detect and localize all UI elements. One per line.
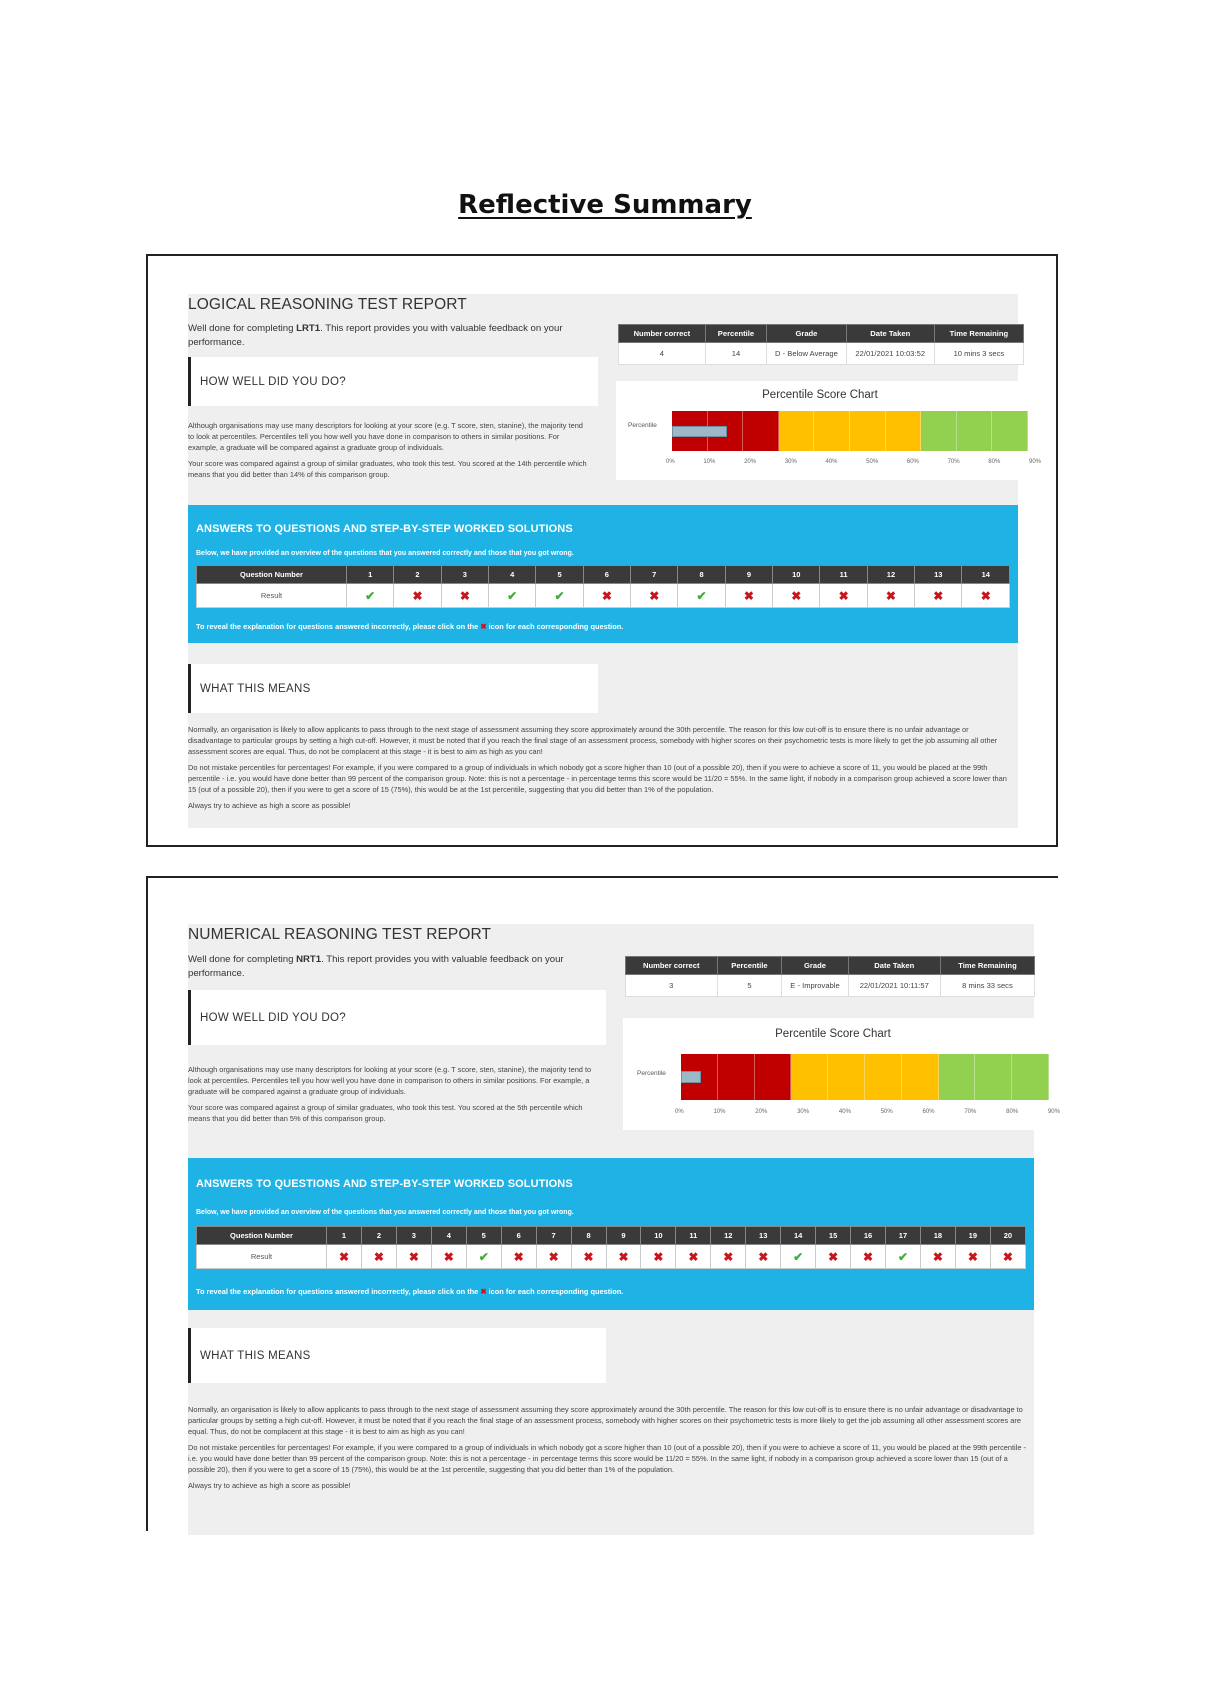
incorrect-cross-icon[interactable]: ✖ [394, 584, 441, 608]
correct-check-icon: ✔ [886, 1245, 921, 1269]
x-tick-label: 10% [703, 459, 716, 465]
x-tick-label: 50% [880, 1109, 893, 1115]
incorrect-cross-icon[interactable]: ✖ [327, 1245, 362, 1269]
percentile-band-segment [921, 411, 957, 451]
percentile-band-segment [828, 1054, 865, 1100]
stats-header-cell: Time Remaining [934, 325, 1023, 343]
correct-check-icon: ✔ [466, 1245, 501, 1269]
how-well-paragraph: Your score was compared against a group of similar graduates, who took this test. You scored at the 5th percentile which means that you did better than 5% of this comparison group. [188, 1103, 583, 1123]
x-tick-label: 60% [906, 459, 919, 465]
x-tick-label: 20% [744, 459, 757, 465]
incorrect-cross-icon[interactable]: ✖ [962, 584, 1010, 608]
question-number: 16 [851, 1227, 886, 1245]
incorrect-cross-icon[interactable]: ✖ [676, 1245, 711, 1269]
stats-value-cell: 22/01/2021 10:03:52 [846, 343, 934, 365]
stats-header-cell: Date Taken [848, 957, 940, 975]
question-number: 5 [536, 566, 583, 584]
stats-value-cell: 3 [626, 975, 718, 997]
x-tick-label: 70% [947, 459, 960, 465]
correct-check-icon: ✔ [489, 584, 536, 608]
means-paragraph: Normally, an organisation is likely to allow applicants to pass through to the next stage of assessment assuming they score approximately around the 30th percentile. The reason for this low cut-off is to ensure there is no unfair advantage or disadvantage to particular groups by setting a high cut-off. However, it must be noted that if you reach the final stage of an assessment process, somebody with higher scores on their psychometric tests is more likely to get the job assuming all other assessment scores are equal. Thus, do not be complacent at this stage - it is best to aim as high as you can! [188, 725, 998, 756]
logical-report-screenshot [146, 254, 1058, 847]
answers-panel [188, 1158, 1034, 1310]
stats-header-cell: Number correct [626, 957, 718, 975]
incorrect-cross-icon[interactable]: ✖ [396, 1245, 431, 1269]
question-number: 20 [990, 1227, 1025, 1245]
question-number: 11 [676, 1227, 711, 1245]
report-intro: Well done for completing NRT1. This report provides you with valuable feedback on your performance. [188, 954, 564, 979]
question-number: 11 [820, 566, 867, 584]
percentile-band-segment [975, 1054, 1012, 1100]
incorrect-cross-icon[interactable]: ✖ [725, 584, 772, 608]
question-number: 18 [920, 1227, 955, 1245]
means-paragraph: Do not mistake percentiles for percentages! For example, if you were compared to a group of individuals in which nobody got a score higher than 10 (out of a possible 20), then if you were to achieve a score of 11, you would be placed at the 99th percentile - i.e. you would have done better than 99 percent of the comparison group. Note: this is not a percentage - in percentage terms this score would be 11/20 = 55%. In the same light, if nobody in a comparison group achieved a score lower than 15 (out of a possible 20), then if you were to get a score of 15 (75%), this would be at the 1st percentile, suggesting that you did better than 1% of the population. [188, 763, 1007, 794]
correct-check-icon: ✔ [347, 584, 394, 608]
how-well-paragraph: Although organisations may use many descriptors for looking at your score (e.g. T score, sten, stanine), the majority tend to look at percentiles. Percentiles tell you how well you have done in comparison to others in similar positions. For example, a graduate will be compared against a graduate group of individuals. [188, 421, 583, 452]
answers-title: ANSWERS TO QUESTIONS AND STEP-BY-STEP WORKED SOLUTIONS [196, 1178, 573, 1190]
question-number: 13 [915, 566, 962, 584]
correct-check-icon: ✔ [536, 584, 583, 608]
x-tick-label: 90% [1028, 459, 1041, 465]
question-number: 7 [536, 1227, 571, 1245]
percentile-band-segment [865, 1054, 902, 1100]
question-number: 5 [466, 1227, 501, 1245]
means-paragraph: Always try to achieve as high a score as possible! [188, 801, 351, 810]
incorrect-cross-icon[interactable]: ✖ [955, 1245, 990, 1269]
stats-header-cell: Percentile [705, 325, 766, 343]
question-number: 4 [489, 566, 536, 584]
percentile-band-segment [939, 1054, 976, 1100]
incorrect-cross-icon[interactable]: ✖ [571, 1245, 606, 1269]
incorrect-cross-icon[interactable]: ✖ [431, 1245, 466, 1269]
question-number: 13 [746, 1227, 781, 1245]
question-number: 6 [501, 1227, 536, 1245]
percentile-band-segment [779, 411, 815, 451]
x-tick-label: 80% [1006, 1109, 1019, 1115]
stats-value-cell: 5 [717, 975, 782, 997]
answers-panel [188, 505, 1018, 643]
incorrect-cross-icon[interactable]: ✖ [746, 1245, 781, 1269]
x-tick-label: 30% [797, 1109, 810, 1115]
cross-icon: ✖ [480, 622, 487, 631]
question-number: 10 [773, 566, 820, 584]
question-results-table [196, 565, 1010, 608]
x-tick-label: 30% [784, 459, 797, 465]
incorrect-cross-icon[interactable]: ✖ [816, 1245, 851, 1269]
x-tick-label: 0% [666, 459, 675, 465]
question-number: 8 [678, 566, 725, 584]
stats-header-cell: Grade [767, 325, 847, 343]
stats-header-cell: Percentile [717, 957, 782, 975]
reveal-instructions: To reveal the explanation for questions answered incorrectly, please click on the ✖ icon for each corresponding question. [196, 622, 624, 631]
how-well-heading: HOW WELL DID YOU DO? [200, 1011, 346, 1024]
report-title: NUMERICAL REASONING TEST REPORT [188, 926, 492, 943]
answers-title: ANSWERS TO QUESTIONS AND STEP-BY-STEP WORKED SOLUTIONS [196, 523, 573, 535]
means-paragraph: Always try to achieve as high a score as possible! [188, 1481, 351, 1490]
how-well-heading-box [188, 990, 606, 1045]
question-number: 8 [571, 1227, 606, 1245]
score-summary-table [618, 324, 1024, 365]
percentile-band-segment [957, 411, 993, 451]
what-this-means-heading: WHAT THIS MEANS [200, 682, 311, 695]
incorrect-cross-icon[interactable]: ✖ [441, 584, 488, 608]
answers-subtitle: Below, we have provided an overview of the questions that you answered correctly and those that you got wrong. [196, 1209, 574, 1216]
how-well-paragraph: Your score was compared against a group of similar graduates, who took this test. You scored at the 14th percentile which means that you did better than 14% of this comparison group. [188, 459, 587, 479]
test-code: LRT1 [296, 323, 321, 334]
incorrect-cross-icon[interactable]: ✖ [631, 584, 678, 608]
question-results-table [196, 1226, 1026, 1269]
question-number: 12 [867, 566, 914, 584]
question-number: 9 [606, 1227, 641, 1245]
result-row-label: Result [197, 584, 347, 608]
x-tick-label: 0% [675, 1109, 684, 1115]
correct-check-icon: ✔ [781, 1245, 816, 1269]
incorrect-cross-icon[interactable]: ✖ [536, 1245, 571, 1269]
incorrect-cross-icon[interactable]: ✖ [915, 584, 962, 608]
incorrect-cross-icon[interactable]: ✖ [711, 1245, 746, 1269]
x-tick-label: 60% [922, 1109, 935, 1115]
how-well-heading: HOW WELL DID YOU DO? [200, 375, 346, 388]
numerical-report-screenshot [146, 876, 1058, 1531]
chart-y-label: Percentile [628, 422, 657, 429]
x-tick-label: 40% [838, 1109, 851, 1115]
percentile-band-segment [814, 411, 850, 451]
percentile-score-chart [623, 1018, 1060, 1130]
incorrect-cross-icon[interactable]: ✖ [820, 584, 867, 608]
percentile-band-segment [1012, 1054, 1049, 1100]
question-number: 9 [725, 566, 772, 584]
percentile-band-segment [743, 411, 779, 451]
incorrect-cross-icon[interactable]: ✖ [641, 1245, 676, 1269]
incorrect-cross-icon[interactable]: ✖ [773, 584, 820, 608]
question-number: 3 [396, 1227, 431, 1245]
what-this-means-text [188, 724, 1014, 816]
means-paragraph: Do not mistake percentiles for percentages! For example, if you were compared to a group of individuals in which nobody got a score higher than 10 (out of a possible 20), then if you were to achieve a score of 11, you would be placed at the 99th percentile - i.e. you would have done better than 99 percent of the comparison group. Note: this is not a percentage - in percentage terms this score would be 11/20 = 55%. In the same light, if nobody in a comparison group achieved a score lower than 15 (out of a possible 20), then if you were to get a score of 15 (75%), this would be at the 1st percentile, suggesting that you did better than 1% of the population. [188, 1443, 1026, 1474]
question-number: 2 [394, 566, 441, 584]
stats-header-cell: Time Remaining [940, 957, 1034, 975]
chart-y-label: Percentile [637, 1070, 666, 1077]
question-number: 2 [361, 1227, 396, 1245]
question-number: 7 [631, 566, 678, 584]
incorrect-cross-icon[interactable]: ✖ [867, 584, 914, 608]
answers-subtitle: Below, we have provided an overview of the questions that you answered correctly and those that you got wrong. [196, 550, 574, 557]
stats-value-cell: 14 [705, 343, 766, 365]
incorrect-cross-icon[interactable]: ✖ [583, 584, 630, 608]
report-intro: Well done for completing LRT1. This report provides you with valuable feedback on your performance. [188, 323, 563, 348]
x-tick-label: 80% [988, 459, 1001, 465]
percentile-band-segment [992, 411, 1028, 451]
means-paragraph: Normally, an organisation is likely to allow applicants to pass through to the next stage of assessment assuming they score approximately around the 30th percentile. The reason for this low cut-off is to ensure there is no unfair advantage or disadvantage to particular groups by setting a high cut-off. However, it must be noted that if you reach the final stage of an assessment process, somebody with higher scores on their psychometric tests is more likely to get the job assuming all other assessment scores are equal. Thus, do not be complacent at this stage - it is best to aim as high as you can! [188, 1405, 1023, 1436]
score-summary-table [625, 956, 1035, 997]
document-title: Reflective Summary [458, 190, 752, 220]
percentile-band-segment [902, 1054, 939, 1100]
percentile-band-segment [850, 411, 886, 451]
question-number: 12 [711, 1227, 746, 1245]
question-number: 1 [347, 566, 394, 584]
what-this-means-text [188, 1404, 1028, 1496]
report-title: LOGICAL REASONING TEST REPORT [188, 296, 467, 313]
chart-title: Percentile Score Chart [775, 1028, 891, 1040]
question-number-header: Question Number [197, 1227, 327, 1245]
what-this-means-heading: WHAT THIS MEANS [200, 1349, 311, 1362]
how-well-paragraph: Although organisations may use many descriptors for looking at your score (e.g. T score, sten, stanine), the majority tend to look at percentiles. Percentiles tell you how well you have done in comparison to others in similar positions. For example, a graduate will be compared against a graduate group of individuals. [188, 1065, 592, 1096]
incorrect-cross-icon[interactable]: ✖ [606, 1245, 641, 1269]
test-code: NRT1 [296, 954, 322, 965]
what-this-means-heading-box [188, 1328, 606, 1383]
incorrect-cross-icon[interactable]: ✖ [920, 1245, 955, 1269]
how-well-text [188, 1064, 598, 1129]
percentile-bar [681, 1071, 701, 1083]
question-number: 15 [816, 1227, 851, 1245]
result-row-label: Result [197, 1245, 327, 1269]
cross-icon: ✖ [480, 1287, 487, 1296]
x-tick-label: 20% [755, 1109, 768, 1115]
incorrect-cross-icon[interactable]: ✖ [361, 1245, 396, 1269]
chart-title: Percentile Score Chart [762, 389, 878, 401]
stats-header-cell: Number correct [619, 325, 706, 343]
stats-value-cell: E - Improvable [782, 975, 848, 997]
question-number: 14 [781, 1227, 816, 1245]
stats-value-cell: 8 mins 33 secs [940, 975, 1034, 997]
incorrect-cross-icon[interactable]: ✖ [501, 1245, 536, 1269]
question-number: 10 [641, 1227, 676, 1245]
correct-check-icon: ✔ [678, 584, 725, 608]
how-well-text [188, 420, 588, 485]
stats-header-cell: Grade [782, 957, 848, 975]
incorrect-cross-icon[interactable]: ✖ [851, 1245, 886, 1269]
stats-value-cell: 4 [619, 343, 706, 365]
percentile-bands [681, 1054, 1049, 1100]
reveal-instructions: To reveal the explanation for questions answered incorrectly, please click on the ✖ icon for each corresponding question. [196, 1287, 624, 1296]
chart-x-ticks [675, 1109, 1060, 1115]
question-number: 14 [962, 566, 1010, 584]
question-number: 3 [441, 566, 488, 584]
stats-header-cell: Date Taken [846, 325, 934, 343]
percentile-bar [672, 426, 727, 437]
x-tick-label: 50% [866, 459, 879, 465]
percentile-band-segment [886, 411, 922, 451]
x-tick-label: 40% [825, 459, 838, 465]
percentile-band-segment [718, 1054, 755, 1100]
x-tick-label: 90% [1047, 1109, 1060, 1115]
how-well-heading-box [188, 357, 598, 406]
stats-value-cell: 22/01/2021 10:11:57 [848, 975, 940, 997]
x-tick-label: 70% [964, 1109, 977, 1115]
incorrect-cross-icon[interactable]: ✖ [990, 1245, 1025, 1269]
question-number: 6 [583, 566, 630, 584]
stats-value-cell: D - Below Average [767, 343, 847, 365]
stats-value-cell: 10 mins 3 secs [934, 343, 1023, 365]
what-this-means-heading-box [188, 664, 598, 713]
x-tick-label: 10% [713, 1109, 726, 1115]
question-number: 4 [431, 1227, 466, 1245]
percentile-band-segment [791, 1054, 828, 1100]
chart-x-ticks [666, 459, 1041, 465]
percentile-band-segment [755, 1054, 792, 1100]
question-number: 1 [327, 1227, 362, 1245]
percentile-score-chart [616, 381, 1041, 480]
question-number-header: Question Number [197, 566, 347, 584]
question-number: 19 [955, 1227, 990, 1245]
question-number: 17 [886, 1227, 921, 1245]
